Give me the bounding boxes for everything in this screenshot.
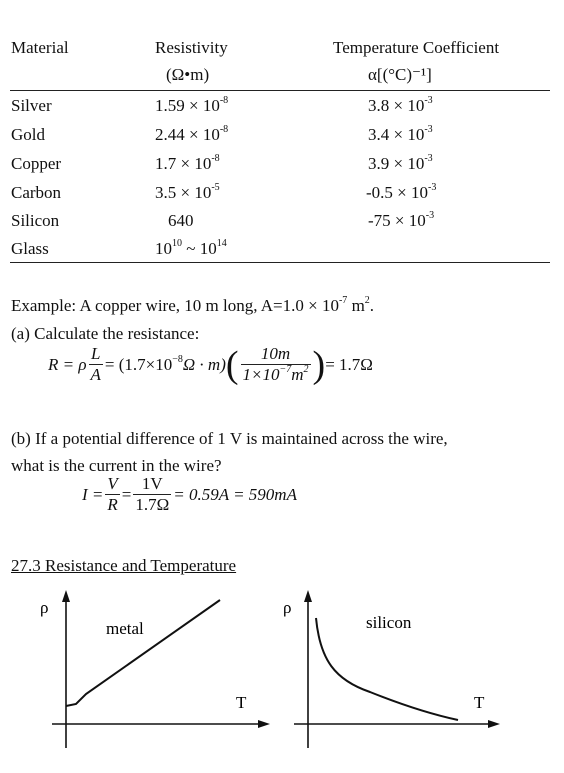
metal-curve <box>66 600 220 706</box>
header-temp-coeff: Temperature Coefficient <box>333 38 500 57</box>
part-b-line1: (b) If a potential difference of 1 V is maintained across the wire, <box>11 429 448 448</box>
silicon-y-label: ρ <box>283 598 292 617</box>
metal-graph <box>40 590 270 748</box>
row-material: Silver <box>11 96 52 115</box>
metal-x-label: T <box>236 693 247 712</box>
silicon-curve <box>316 618 458 720</box>
row-resistivity: $10^{10}$ ~ $10^{14}$ <box>155 238 227 258</box>
part-a-text: (a) Calculate the resistance: <box>11 324 200 343</box>
current-equation: I = $\frac{V}{R}$ = $\frac{1V}{1.7\Omega}$ = 0.59A = 590mA <box>82 474 297 514</box>
row-resistivity: $1.7 \times 10^{-8}$ <box>155 153 220 173</box>
row-temp-coeff: $3.8 \times 10^{-3}$ <box>368 95 433 115</box>
part-b-line2: what is the current in the wire? <box>11 456 222 475</box>
resistance-equation: R = ρ $\frac{L}{A}$ = $(1.7\times 10^{-8}\Omega \cdot m)$ ( $\frac{10m}{1\times 10^{-7}m^2}$ ) = 1.7Ω <box>48 343 373 386</box>
header-material: Material <box>11 38 69 57</box>
row-temp-coeff: $3.9 \times 10^{-3}$ <box>368 153 433 173</box>
silicon-y-arrow-icon <box>304 590 312 602</box>
row-material: Glass <box>11 239 49 258</box>
row-material: Gold <box>11 125 45 144</box>
header-temp-coeff-unit: α[(°C)⁻¹] <box>368 65 432 84</box>
row-temp-coeff: $-0.5 \times 10^{-3}$ <box>366 182 437 202</box>
row-resistivity: $2.44 \times 10^{-8}$ <box>155 124 229 144</box>
row-resistivity: $1.59 \times 10^{-8}$ <box>155 95 229 115</box>
metal-y-arrow-icon <box>62 590 70 602</box>
row-resistivity: 640 <box>168 211 194 230</box>
table-top-rule <box>10 90 550 91</box>
row-material: Copper <box>11 154 62 173</box>
silicon-curve-label: silicon <box>366 613 412 632</box>
row-resistivity: $3.5 \times 10^{-5}$ <box>155 182 220 202</box>
silicon-x-arrow-icon <box>488 720 500 728</box>
silicon-x-label: T <box>474 693 485 712</box>
silicon-graph <box>283 590 500 748</box>
header-resistivity: Resistivity <box>155 38 228 57</box>
row-temp-coeff: $3.4 \times 10^{-3}$ <box>368 124 433 144</box>
table-bottom-rule <box>10 262 550 263</box>
example-intro: Example: A copper wire, 10 m long, $A=1.0 \times 10^{-7}$ $m^2$. <box>11 295 375 315</box>
row-material: Carbon <box>11 183 62 202</box>
metal-x-arrow-icon <box>258 720 270 728</box>
metal-curve-label: metal <box>106 619 144 638</box>
header-resistivity-unit: (Ω•m) <box>166 65 210 84</box>
row-material: Silicon <box>11 211 60 230</box>
row-temp-coeff: $-75 \times 10^{-3}$ <box>368 210 435 230</box>
resistivity-temperature-graphs <box>0 580 564 770</box>
metal-y-label: ρ <box>40 598 49 617</box>
section-heading: 27.3 Resistance and Temperature <box>11 556 237 575</box>
